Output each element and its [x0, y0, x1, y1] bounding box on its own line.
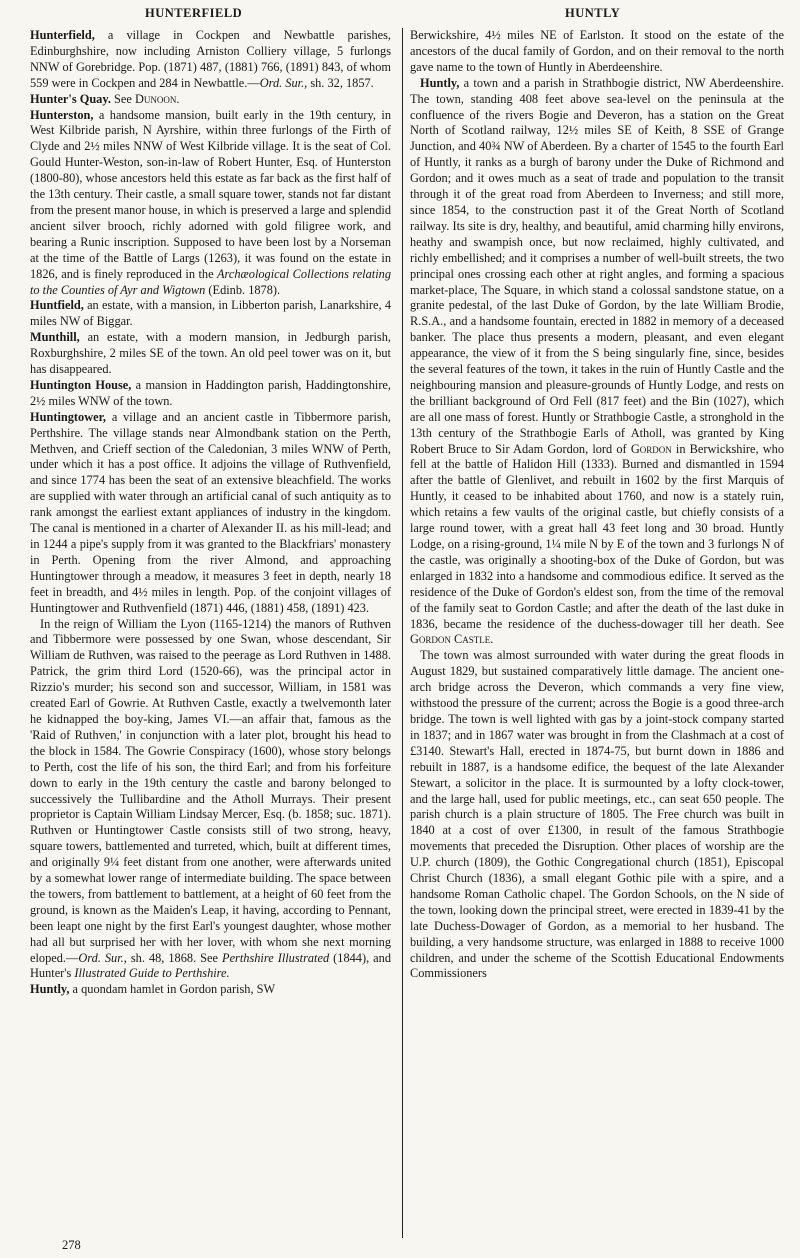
cross-reference: Gordon: [630, 441, 672, 456]
entry-huntfield: [30, 298, 391, 330]
paragraph-text: In the reign of William the Lyon (1165-1214) the manors of Ruthven and Tibbermore were possessed by one Swan, whose descendant, Sir William de Ruthven, was raised to the peerage as Lord Ruthven in 1488. Patrick, the grim third Lord (1520-66), was the principal actor in Rizzio's murder; his second son and successor, William, in 1581 was created Earl of Gowrie. At Ruthven Castle, exactly a twelvemonth later he kidnapped the boy-king, James VI.—an affair that, famous as the 'Raid of Ruthven,' in conjunction with a later plot, brought his head to the block in 1584. The Gowrie Conspiracy (1600), whose story belongs to Perth, cost the life of his son, the third Earl; and from his forfeiture down to early in the 19th century the castle and barony belonged to successively the Tullibardine and the Atholl Murrays. Their present proprietor is Captain William Lindsay Mercer, Esq. (b. 1858; suc. 1871). Ruthven or Huntingtower Castle consists still of two strong, heavy, square towers, battlemented and turreted, which, built at different times, and originally 9¼ feet distant from one another, were afterwards united by a somewhat lower range of intermediate building. The space between the towers, from battlement to battlement, at a height of 60 feet from the ground, is known as the Maiden's Leap, it having, according to Pennant, been leapt one night by the first Earl's youngest daughter, whose mother had all but surprised her with her lover, with whom she next morning eloped.—: [30, 616, 391, 965]
entry-huntingtower: [30, 410, 391, 617]
headword: Hunter's Quay.: [30, 91, 111, 106]
citation: Ord. Sur.,: [78, 950, 127, 965]
headword: Hunterfield,: [30, 28, 95, 42]
entry-text: (Edinb. 1878).: [205, 282, 281, 297]
headword: Munthill,: [30, 330, 80, 345]
entry-hunterston: [30, 108, 391, 299]
paragraph-huntly-town-detail: [410, 648, 784, 982]
paragraph-text: (1844), and Hunter's: [30, 950, 391, 981]
entry-text: a town and a parish in Strathbogie district, NW Aberdeenshire. The town, standing 408 feet above sea-level on the peninsula at the confluence of the rivers Bogie and Deveron, has a station on the Great North of Scotland railway, 12½ miles SE of Keith, 8 SSE of Grange Junction, and 40¾ NW of Aberdeen. By a charter of 1545 to the fourth Earl of Huntly, it ranks as a burgh of barony under the Duke of Richmond and Gordon; and it owes much as a seat of trade and population to the transit through it of the great road from Aberdeen to Inverness; and still more, since 1854, to the construction past it of the Great North of Scotland railway. Its site is dry, healthy, and beautiful, amid charming hilly environs, heathy and swampish once, but now reclaimed, highly cultivated, and richly embellished; and it comprises a number of well-built streets, the two principal ones crossing each other at right angles, and forming a spacious market-place, The Square, in which stand a colossal sandstone statue, on a granite pedestal, of the last Duke of Gordon, by the late William Brodie, R.S.A., and a handsome fountain, erected in 1882 in memory of a deceased banker. The place thus presents a modern, pleasant, and even elegant appearance, the view of it from the S being singularly fine, since, besides the several features of the town, it takes in the ruin of Huntly Castle and the neighbouring mansion and pleasure-grounds of Huntly Lodge, and rests on the brilliant background of Ord Fell (817 feet) and the Bin (1027), which are all one mass of forest. Huntly or Strathbogie Castle, a stronghold in the 13th century of the Strathbogie Earls of Atholl, was granted by King Robert Bruce to Sir Adam Gordon, lord of: [410, 75, 784, 456]
citation: Ord. Sur.,: [259, 75, 308, 90]
headword: Hunterston,: [30, 107, 94, 122]
entry-text: a handsome mansion, built early in the 19th century, in West Kilbride parish, N Ayrshire, within three furlongs of the Firth of Clyde and 2½ miles NNW of West Kilbride village. It is the seat of Col. Gould Hunter-Weston, son-in-law of Robert Hunter, Esq. of Hunterston (1800-80), whose ancestors held this estate as far back as the first half of the 13th century. Their castle, a small square tower, stands not far distant from the present manor house, in which is preserved a large and splendid ancient silver brooch, richly adorned with gold filigree work, and bearing a Runic inscription. Supposed to have been lost by a Norseman at the time of the Battle of Largs (1263), it was found on the estate in 1826, and is finely reproduced in the: [30, 107, 391, 281]
entry-continuation: [410, 28, 784, 76]
entry-text: Berwickshire, 4½ miles NE of Earlston. It stood on the estate of the ancestors of the ducal family of Gordon, and on their removal to the north gave name to the town of Huntly in Aberdeenshire.: [410, 28, 784, 74]
running-head-right: HUNTLY: [565, 6, 621, 20]
entry-munthill: [30, 330, 391, 378]
cross-reference: Dunoon.: [134, 91, 180, 106]
entry-text: a quondam hamlet in Gordon parish, SW: [69, 982, 276, 997]
running-head-left: HUNTERFIELD: [145, 6, 243, 20]
left-column: [30, 28, 391, 1240]
paragraph-ruthven-history: [30, 617, 391, 983]
entry-hunters-quay: [30, 92, 391, 108]
entry-huntly-hamlet: [30, 982, 391, 998]
headword: Huntfield,: [30, 298, 84, 313]
cross-reference: Gordon Castle.: [410, 632, 494, 647]
headword: Huntington House,: [30, 377, 132, 392]
entry-text: a mansion in Haddington parish, Haddingtonshire, 2½ miles WNW of the town.: [30, 377, 391, 408]
entry-hunterfield: [30, 28, 391, 92]
citation: Perthshire Illustrated: [222, 950, 330, 965]
right-column: [410, 28, 784, 1240]
headword: Huntingtower,: [30, 409, 107, 424]
entry-huntington-house: [30, 378, 391, 410]
entry-text: sh. 32, 1857.: [307, 75, 374, 90]
headword: Huntly,: [420, 75, 460, 90]
citation: Illustrated Guide to Perthshire.: [74, 966, 230, 981]
page-number: 278: [62, 1238, 81, 1252]
text-columns: [30, 28, 792, 1240]
entry-text: in Berwickshire, who fell at the battle of Halidon Hill (1333). Burned and dismantled in 1594 after the battle of Glenlivet, and rebuilt in 1602 by the first Marquis of Huntly, it ceased to be inhabited about 1760, and now is a stately ruin, which retains a few vaults of the original castle, but chiefly consists of a large round tower, with a great hall 43 feet long and 30 broad. Huntly Lodge, on a rising-ground, 1¼ mile N by E of the town and 3 furlongs N of the castle, was originally a shooting-box of the Duke of Gordon, but was enlarged in 1832 into a handsome and commodious edifice. It served as the residence of the Duke of Gordon's eldest son, from the time of the removal of the family seat to Gordon Castle; and after the death of the last duke in 1836, became the residence of the duchess-dowager till her death. See: [410, 441, 784, 631]
entry-text: an estate, with a modern mansion, in Jedburgh parish, Roxburghshire, 2 miles SE of the town. An old peel tower was on it, but has disappeared.: [30, 330, 391, 377]
entry-text: an estate, with a mansion, in Libberton parish, Lanarkshire, 4 miles NW of Biggar.: [30, 298, 391, 329]
entry-text: See: [110, 91, 135, 106]
entry-text: a village and an ancient castle in Tibbermore parish, Perthshire. The village stands near Almondbank station on the Perth, Methven, and Crieff section of the Caledonian, 3 miles WNW of Perth, under which it has a post office. It adjoins the village of Ruthvenfield, and since 1774 has been the seat of an extensive bleachfield. The works are supplied with water through an artificial canal of such antiquity as to rank amongst the earliest extant appliances of industry in the kingdom. The canal is mentioned in a charter of Alexander II. as his mill-lead; and in 1244 a pipe's supply from it was granted to the Blackfriars' monastery in Perth. Opening from the river Almond, and approaching Huntingtower through a meadow, it measures 3 feet in depth, nearly 18 feet in breadth, and 4½ miles in length. Pop. of the conjoint villages of Huntingtower and Ruthvenfield (1871) 446, (1881) 458, (1891) 423.: [30, 409, 391, 615]
running-header: [0, 6, 800, 26]
headword: Huntly,: [30, 982, 70, 997]
citation: Archæological Collections relating to the Counties of Ayr and Wigtown: [30, 266, 391, 297]
paragraph-text: sh. 48, 1868. See: [126, 950, 223, 965]
entry-huntly-town: [410, 76, 784, 649]
entry-text: a village in Cockpen and Newbattle parishes, Edinburghshire, now including Arniston Colliery village, 5 furlongs NNW of Gorebridge. Pop. (1871) 487, (1881) 766, (1891) 843, of whom 559 were in Cockpen and 284 in Newbattle.—: [30, 28, 391, 90]
paragraph-text: The town was almost surrounded with water during the great floods in August 1829, but sustained comparatively little damage. The ancient one-arch bridge across the Deveron, which commands a very fine view, withstood the pressure of the current; across the Bogie is a good three-arch bridge. The town is well lighted with gas by a joint-stock company started in 1837; and in 1867 water was brought in from the Clashmach at a cost of £3140. Stewart's Hall, erected in 1874-75, but burnt down in 1886 and rebuilt in 1887, is a handsome edifice, the bequest of the late Alexander Stewart, a solicitor in the place. It is surmounted by a lofty clock-tower, and the large hall, used for public meetings, etc., can seat 650 people. The parish church is a plain structure of 1805. The Free church was built in 1840 at a cost of over £1300, in result of the famous Strathbogie movements that preceded the Disruption. Other places of worship are the U.P. church (1809), the Gothic Congregational church (1851), Episcopal Christ Church (1836), a small elegant Gothic pile with a spire, and a handsome Roman Catholic chapel. The Gordon Schools, on the N side of the town, looking down the principal street, were erected in 1839-41 by the late Duchess-Dowager of Gordon, as a memorial to her husband. The building, a very handsome structure, was enlarged in 1888 to receive 1000 children, and under the scheme of the Scottish Educational Endowments Commissioners: [410, 648, 784, 981]
